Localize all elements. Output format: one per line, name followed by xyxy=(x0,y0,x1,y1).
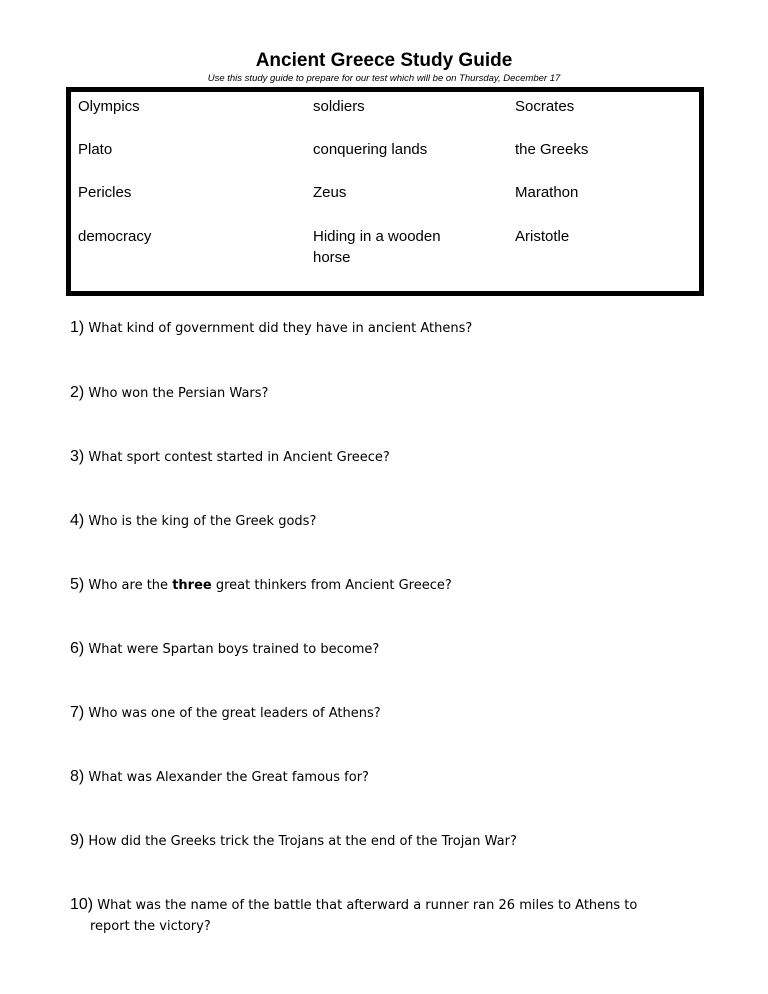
question-9 xyxy=(70,830,710,852)
question-text: How did the Greeks trick the Trojans at the end of the Trojan War? xyxy=(88,834,517,849)
question-text: What kind of government did they have in ancient Athens? xyxy=(88,321,473,336)
question-text: What were Spartan boys trained to become? xyxy=(88,642,380,657)
word-bank-item: Marathon xyxy=(515,184,579,201)
word-bank-box xyxy=(66,87,704,296)
question-text: What was the name of the battle that afterward a runner ran 26 miles to Athens to xyxy=(97,898,638,913)
question-text-continuation: report the victory? xyxy=(90,919,211,934)
question-number: 9) xyxy=(70,832,85,849)
question-1 xyxy=(70,317,710,339)
word-bank-item: conquering lands xyxy=(313,141,428,158)
page-subtitle: Use this study guide to prepare for our test which will be on Thursday, December 17 xyxy=(207,73,561,84)
question-number: 5) xyxy=(70,576,85,593)
word-bank-item: Zeus xyxy=(313,184,347,201)
question-6 xyxy=(70,638,710,660)
question-3 xyxy=(70,446,710,468)
question-text-after: great thinkers from Ancient Greece? xyxy=(211,578,452,593)
word-bank-item: Plato xyxy=(78,141,113,158)
word-bank-item: Hiding in a wooden horse xyxy=(313,228,441,266)
word-bank-item: Olympics xyxy=(78,98,140,115)
word-bank-item: Aristotle xyxy=(515,228,570,245)
question-8 xyxy=(70,766,710,788)
question-text-before: Who are the xyxy=(88,578,173,593)
question-number: 8) xyxy=(70,768,85,785)
question-5 xyxy=(70,574,710,596)
page-title: Ancient Greece Study Guide xyxy=(255,50,513,71)
question-text-emphasis: three xyxy=(172,578,212,593)
question-7 xyxy=(70,702,710,724)
question-2 xyxy=(70,382,710,404)
question-number: 10) xyxy=(70,896,94,913)
word-bank-item: the Greeks xyxy=(515,141,589,158)
question-text: Who won the Persian Wars? xyxy=(88,386,269,401)
question-number: 2) xyxy=(70,384,85,401)
question-number: 7) xyxy=(70,704,85,721)
question-text xyxy=(88,578,451,593)
word-bank-item: democracy xyxy=(78,228,152,245)
question-number: 4) xyxy=(70,512,85,529)
question-number: 3) xyxy=(70,448,85,465)
question-text: Who is the king of the Greek gods? xyxy=(88,514,317,529)
question-number: 1) xyxy=(70,319,85,336)
question-4 xyxy=(70,510,710,532)
question-text: What sport contest started in Ancient Greece? xyxy=(88,450,390,465)
word-bank-item: Pericles xyxy=(78,184,132,201)
question-text: Who was one of the great leaders of Athens? xyxy=(88,706,381,721)
question-number: 6) xyxy=(70,640,85,657)
question-10 xyxy=(70,894,730,937)
word-bank-item: Socrates xyxy=(515,98,575,115)
question-text: What was Alexander the Great famous for? xyxy=(88,770,369,785)
word-bank-item: soldiers xyxy=(313,98,365,115)
